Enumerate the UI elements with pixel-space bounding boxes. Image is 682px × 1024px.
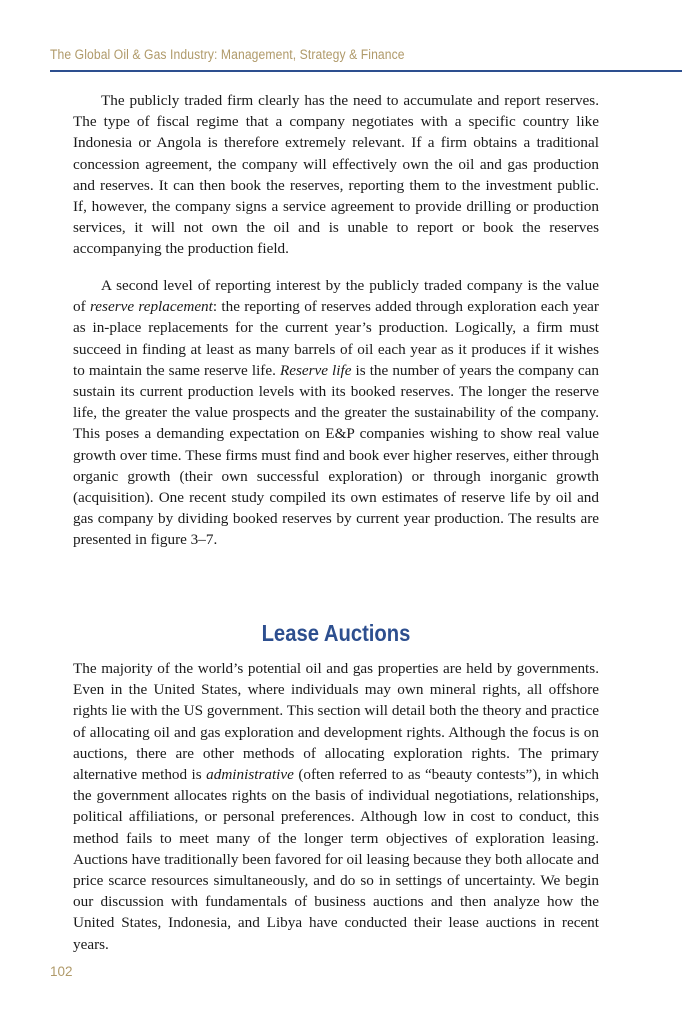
text-run: A second level of reporting interest by the publicly traded company is the value of [73,277,599,316]
paragraph-text: The publicly traded firm clearly has the need to accumulate and report reserves. The type of fiscal regime that a company negotiates with a specific country like Indonesia or Angola is therefore extremely relevant. If a firm obtains a traditional concession agreement, the company will effectively own the oil and gas production and reserves. It can then book the reserves, reporting them to the investment public. If, however, the company signs a service agreement to provide drilling or production services, it will not own the oil and is unable to report or book the reserves accompanying the production field. [73,92,599,258]
text-run: The majority of the world’s potential oil and gas properties are held by governments. Even in the United States, where individuals may own mineral rights, all offshore rights lie with the US government. This section will detail both the theory and practice of allocating oil and gas exploration and development rights. Although the focus is on auctions, there are other methods of allocating exploration rights. The primary alternative method is [73,660,599,784]
emphasized-term-reserve-life: Reserve life [279,361,352,379]
text-run: (often referred to as “beauty contests”), in which the government allocates rights on the basis of individual negotiations, relationships, political affiliations, or personal preferences. Although low in cost to conduct, this method fails to meet many of the longer term objectives of exploration leasing. Auctions have traditionally been favored for oil leasing because they both allocate and price scarce resources simultaneously, and do so in settings of uncertainty. We begin our discussion with fundamentals of business auctions and then analyze how the United States, Indonesia, and Libya have conducted their lease auctions in recent years. [73,766,599,953]
paragraph-text [73,275,599,551]
section-heading: Lease Auctions [261,620,411,646]
running-header: The Global Oil & Gas Industry: Management, Strategy & Finance [50,47,405,62]
header-rule [50,70,682,72]
text-run: : the reporting of reserves added through exploration each year as in-place replacements for the current year’s production. Logically, a firm must succeed in finding at least as many barrels of oil each year as it produces if it wishes to maintain the same reserve life. [73,298,599,379]
body-paragraph-2 [73,275,599,551]
text-run: is the number of years the company can sustain its current production levels with its booked reserves. The longer the reserve life, the greater the value prospects and the greater the sustainability of the company. This poses a demanding expectation on E&P companies wishing to show real value growth over time. These firms must find and book ever higher reserves, either through organic growth (their own successful exploration) or through inorganic growth (acquisition). One recent study compiled its own estimates of reserve life by oil and gas company by dividing booked reserves by current year production. The results are presented in figure 3–7. [73,361,599,549]
emphasized-term-reserve-replacement: reserve replacement [89,298,213,316]
body-paragraph-3 [73,658,599,955]
body-paragraph-1 [73,90,599,260]
emphasized-term-administrative: administrative [206,766,294,784]
paragraph-text [73,658,599,955]
page-number: 102 [50,964,73,979]
